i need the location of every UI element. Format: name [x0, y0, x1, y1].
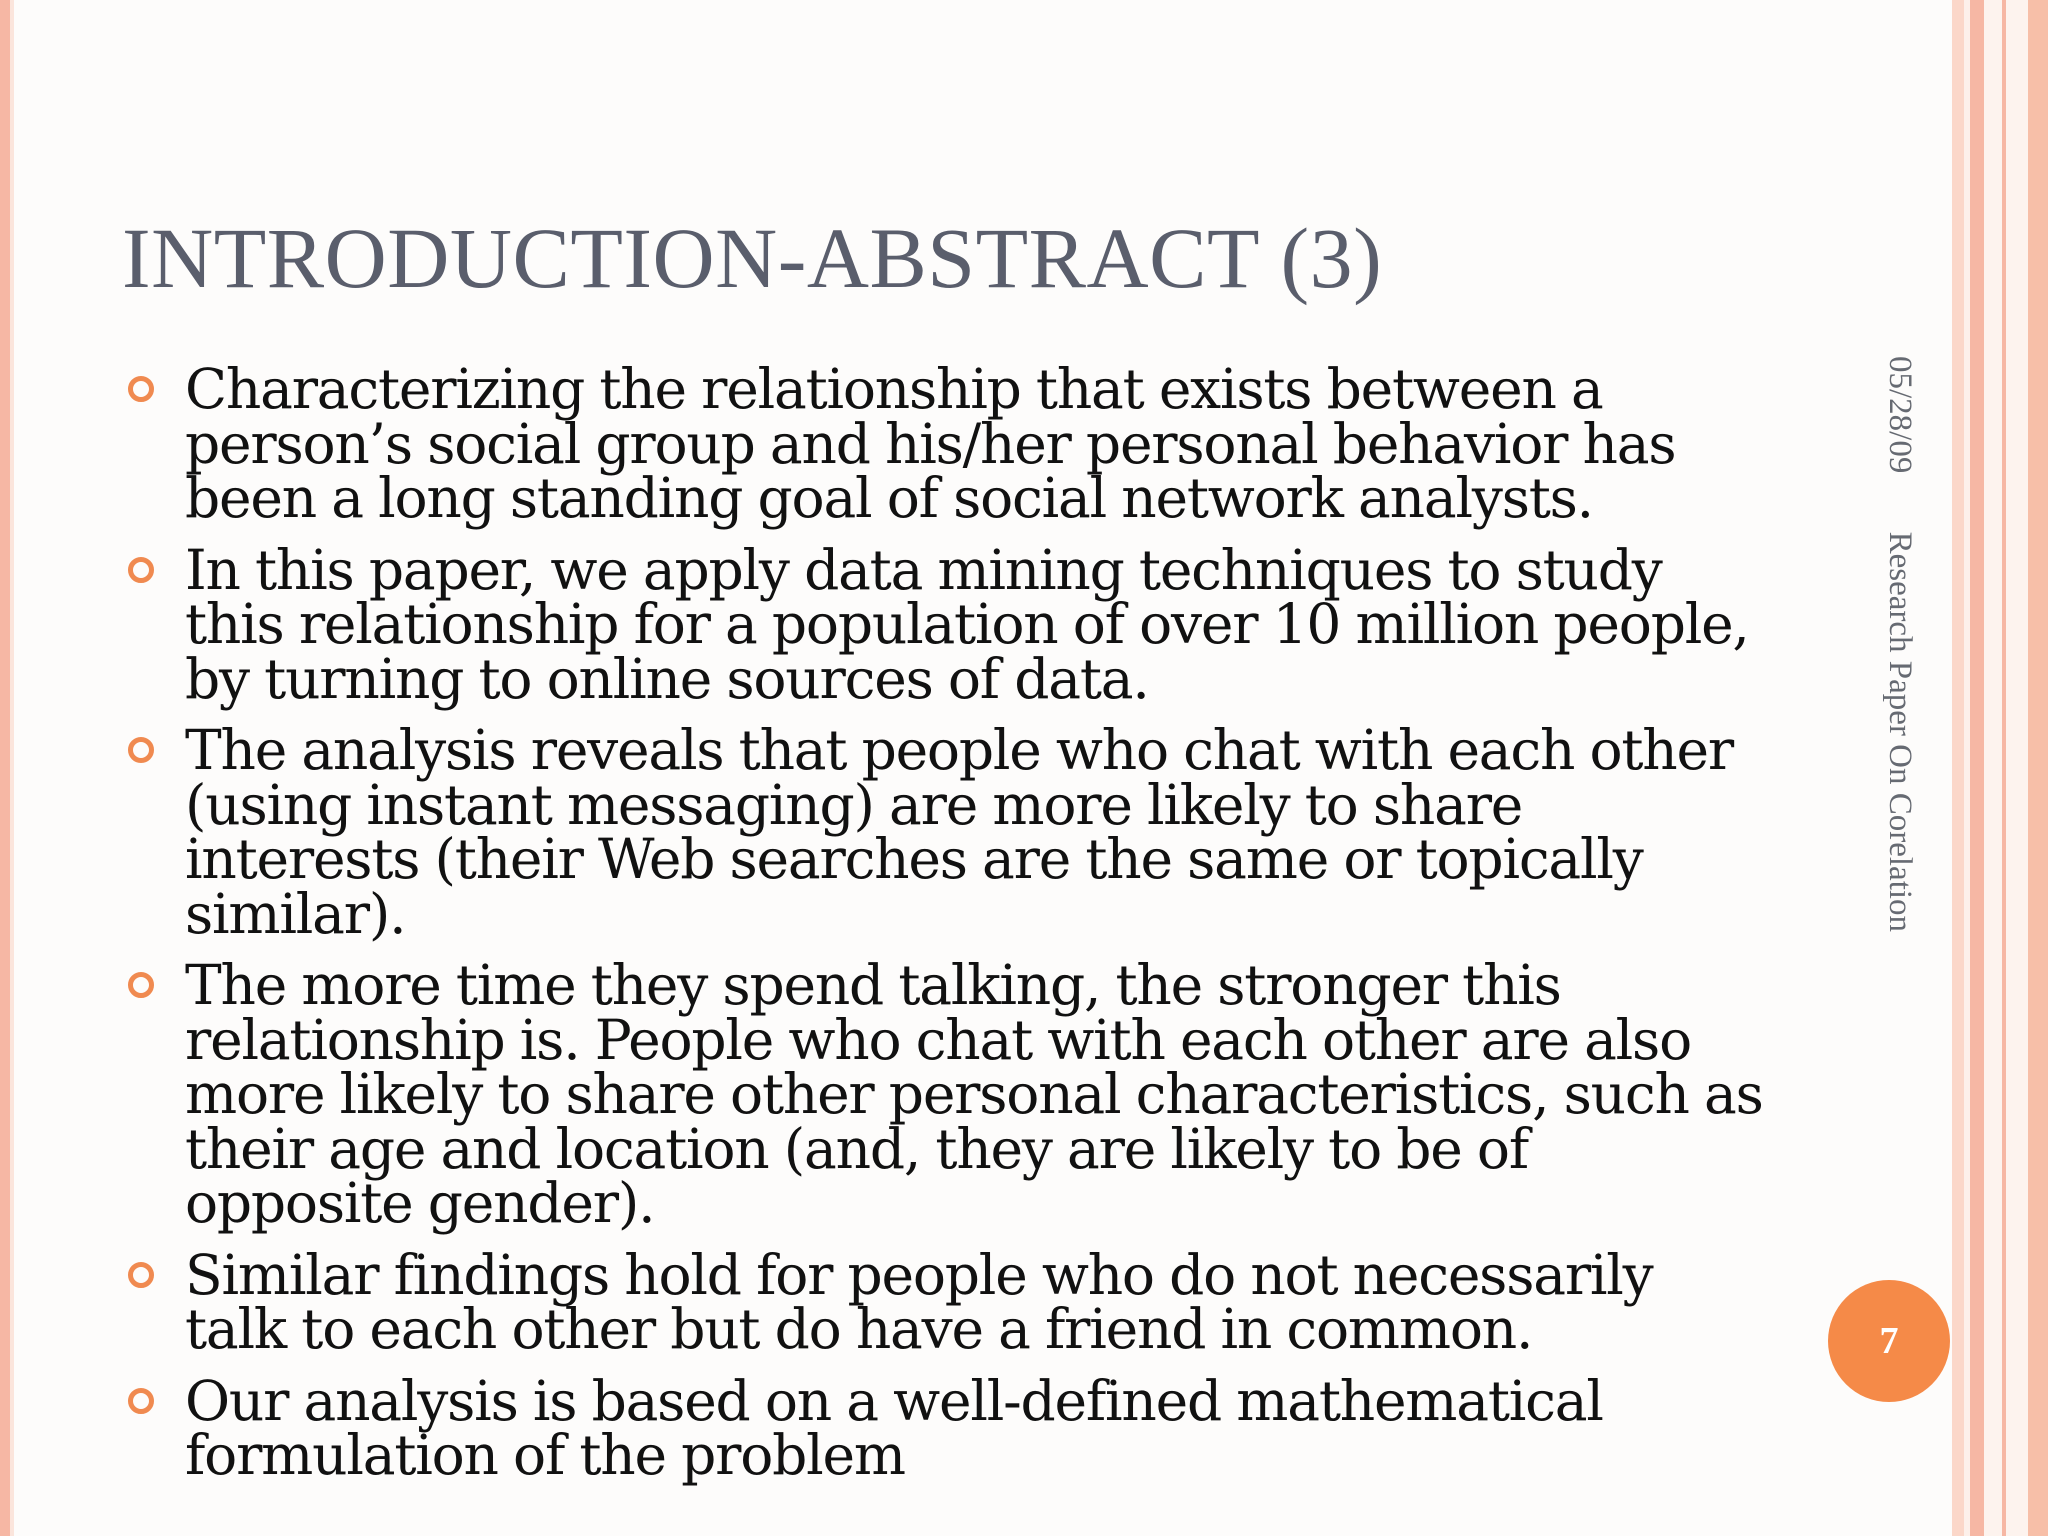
- page-number-badge: [1828, 1280, 1950, 1402]
- bullet-text: The more time they spend talking, the stronger this relationship is. People who chat with each other are also more likely to share other personal characteristics, such as their age and location (and, they are likely to be of opposite gender).: [185, 953, 1763, 1235]
- bullet-text: Similar findings hold for people who do not necessarily talk to each other but do have a friend in common.: [185, 1242, 1653, 1361]
- bullet-text: In this paper, we apply data mining techniques to study this relationship for a population of over 10 million people, by turning to online sources of data.: [185, 537, 1749, 711]
- right-decorative-stripes: [1952, 0, 2048, 1536]
- side-title: Research Paper On Corelation: [1882, 531, 1918, 933]
- bullet-item: [128, 1368, 1768, 1487]
- slide-title: INTRODUCTION-ABSTRACT (3): [122, 210, 1383, 306]
- left-border-inner: [10, 0, 14, 1536]
- hollow-circle-bullet-icon: [128, 972, 154, 998]
- bullet-list: [128, 357, 1768, 1500]
- bullet-text: Our analysis is based on a well-defined mathematical formulation of the problem: [185, 1368, 1603, 1487]
- bullet-item: [128, 953, 1768, 1235]
- bullet-item: [128, 1242, 1768, 1361]
- bullet-item: [128, 537, 1768, 711]
- bullet-item: [128, 357, 1768, 530]
- side-date: 05/28/09: [1882, 356, 1918, 474]
- bullet-text: The analysis reveals that people who chat with each other (using instant messaging) are more likely to share interests (their Web searches are the same or topically similar).: [185, 718, 1733, 946]
- hollow-circle-bullet-icon: [128, 1388, 154, 1414]
- bullet-item: [128, 718, 1768, 946]
- hollow-circle-bullet-icon: [128, 376, 154, 402]
- side-footer-text: [1881, 356, 1918, 932]
- page-number: 7: [1879, 1320, 1899, 1362]
- bullet-text: Characterizing the relationship that exists between a person’s social group and his/her personal behavior has been a long standing goal of social network analysts.: [185, 357, 1676, 530]
- left-border: [0, 0, 10, 1536]
- hollow-circle-bullet-icon: [128, 557, 154, 583]
- hollow-circle-bullet-icon: [128, 1262, 154, 1288]
- hollow-circle-bullet-icon: [128, 737, 154, 763]
